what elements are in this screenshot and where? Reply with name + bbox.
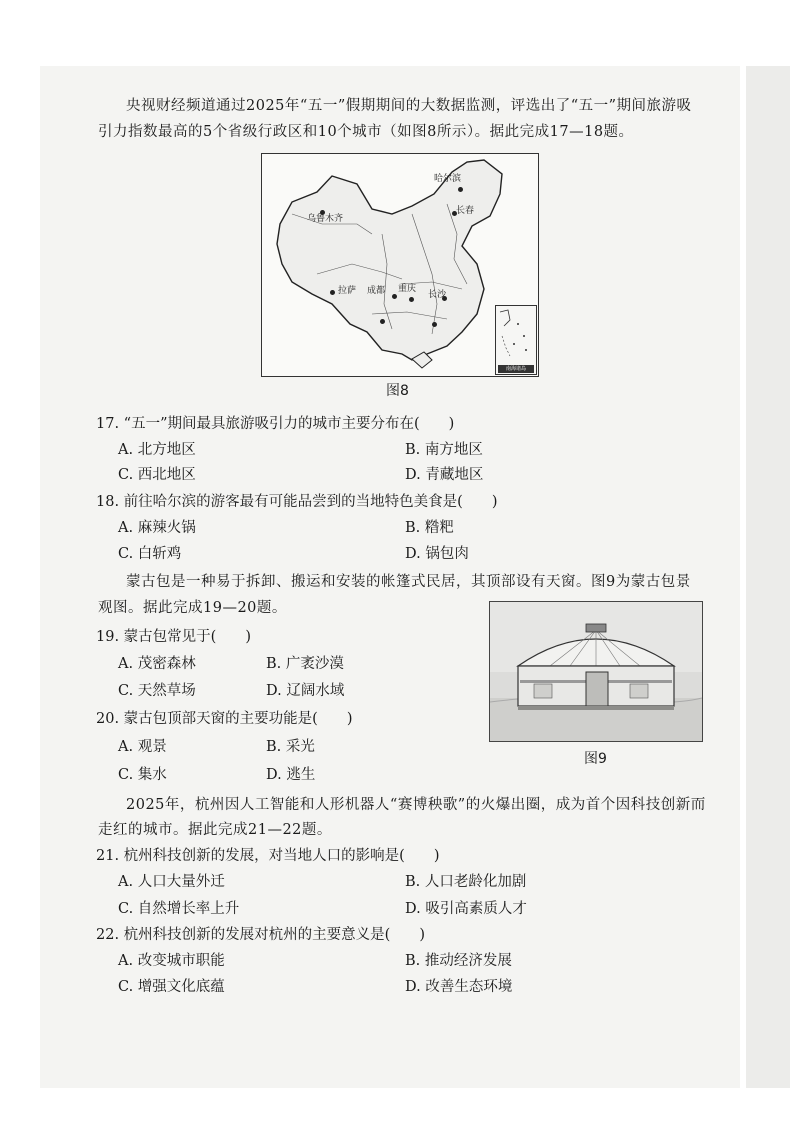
- question-17-option-c: C. 西北地区: [118, 467, 196, 483]
- harbin-dot: [458, 187, 463, 192]
- question-20-option-d: D. 逃生: [266, 767, 316, 783]
- question-18-option-b: B. 糌粑: [405, 520, 454, 536]
- city-label-lhasa: 拉萨: [338, 286, 357, 296]
- city-label-chengdu: 成都: [367, 286, 386, 296]
- city-label-urumqi: 乌鲁木齐: [307, 214, 344, 224]
- figure-9-caption: 图9: [584, 751, 607, 767]
- question-19-option-d: D. 辽阔水域: [266, 683, 345, 699]
- passage-2-line-2: 观图。据此完成19—20题。: [98, 600, 287, 616]
- question-18-option-a: A. 麻辣火锅: [118, 520, 196, 536]
- question-21-stem: 21. 杭州科技创新的发展，对当地人口的影响是( ): [96, 848, 440, 864]
- question-20-option-c: C. 集水: [118, 767, 167, 783]
- city-dot-southwest: [380, 319, 385, 324]
- figure-9-yurt-photo: [489, 601, 703, 742]
- question-17-option-a: A. 北方地区: [118, 442, 196, 458]
- question-21-option-a: A. 人口大量外迁: [118, 874, 225, 890]
- question-18-stem: 18. 前往哈尔滨的游客最有可能品尝到的当地特色美食是( ): [96, 494, 498, 510]
- question-17-option-b: B. 南方地区: [405, 442, 483, 458]
- question-20-option-a: A. 观景: [118, 739, 167, 755]
- question-18-option-c: C. 白斩鸡: [118, 546, 182, 562]
- city-label-harbin: 哈尔滨: [434, 174, 462, 184]
- question-22-option-b: B. 推动经济发展: [405, 953, 512, 969]
- city-label-changsha: 长沙: [428, 290, 447, 300]
- question-21-option-c: C. 自然增长率上升: [118, 901, 240, 917]
- question-18-option-d: D. 锅包肉: [405, 546, 469, 562]
- question-19-option-a: A. 茂密森林: [118, 656, 196, 672]
- question-19-option-c: C. 天然草场: [118, 683, 196, 699]
- passage-1-line-2: 引力指数最高的5个省级行政区和10个城市（如图8所示）。据此完成17—18题。: [98, 124, 634, 140]
- question-22-option-d: D. 改善生态环境: [405, 979, 513, 995]
- question-20-stem: 20. 蒙古包顶部天窗的主要功能是( ): [96, 711, 353, 727]
- city-label-changchun: 长春: [456, 206, 475, 216]
- question-17-option-d: D. 青藏地区: [405, 467, 484, 483]
- yurt-illustration: [490, 602, 702, 741]
- inset-caption: 南海诸岛: [498, 365, 534, 373]
- city-label-chongqing: 重庆: [398, 284, 417, 294]
- chengdu-dot: [392, 294, 397, 299]
- passage-3-line-1: 2025年，杭州因人工智能和人形机器人“赛博秧歌”的火爆出圈，成为首个因科技创新而: [126, 797, 706, 813]
- figure-8-map: [261, 153, 539, 377]
- question-21-option-d: D. 吸引高素质人才: [405, 901, 527, 917]
- question-20-option-b: B. 采光: [266, 739, 315, 755]
- lhasa-dot: [330, 290, 335, 295]
- question-22-option-c: C. 增强文化底蕴: [118, 979, 225, 995]
- city-dot-south: [432, 322, 437, 327]
- inset-islands: [496, 306, 536, 366]
- passage-2-line-1: 蒙古包是一种易于拆卸、搬运和安装的帐篷式民居，其顶部设有天窗。图9为蒙古包景: [126, 574, 691, 590]
- passage-1-line-1: 央视财经频道通过2025年“五一”假期期间的大数据监测，评选出了“五一”期间旅游吸: [126, 98, 692, 114]
- question-22-stem: 22. 杭州科技创新的发展对杭州的主要意义是( ): [96, 927, 425, 943]
- question-21-option-b: B. 人口老龄化加剧: [405, 874, 527, 890]
- south-china-sea-inset: [495, 305, 537, 375]
- chongqing-dot: [409, 297, 414, 302]
- figure-8-caption: 图8: [386, 383, 409, 399]
- question-17-stem: 17. “五一”期间最具旅游吸引力的城市主要分布在( ): [96, 416, 455, 432]
- question-19-option-b: B. 广袤沙漠: [266, 656, 344, 672]
- question-19-stem: 19. 蒙古包常见于( ): [96, 629, 251, 645]
- question-22-option-a: A. 改变城市职能: [118, 953, 225, 969]
- passage-3-line-2: 走红的城市。据此完成21—22题。: [98, 822, 332, 838]
